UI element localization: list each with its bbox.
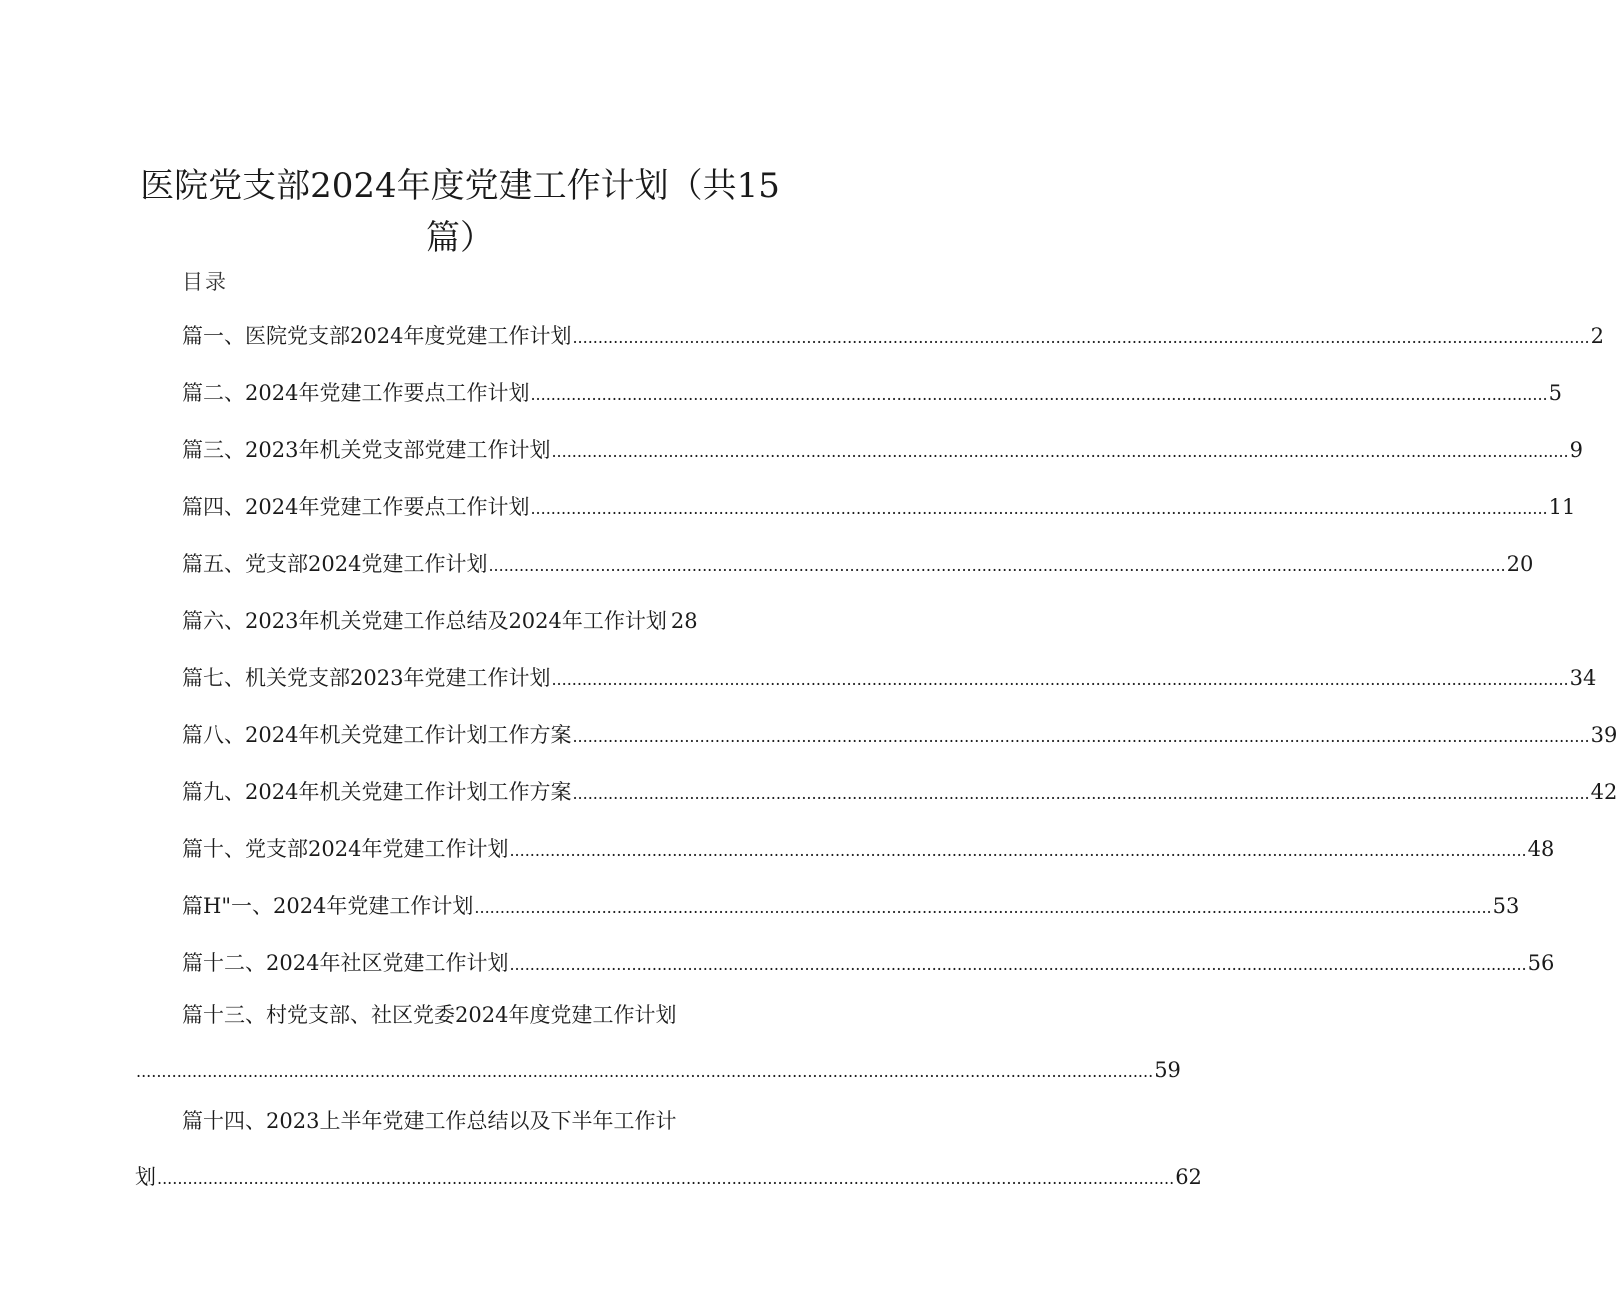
toc-entry[interactable]	[182, 378, 1563, 408]
toc-leader-dots: ........................................................................................................................................................................................................	[551, 670, 1569, 689]
toc-entry[interactable]	[182, 777, 1617, 807]
toc-entry-continuation[interactable]	[135, 1055, 1181, 1085]
toc-entry-page: 34	[1569, 666, 1597, 690]
toc-entry-title: 篇十、党支部2024年党建工作计划	[182, 837, 509, 861]
toc-entry-page: 62	[1175, 1165, 1202, 1189]
toc-entry[interactable]	[182, 720, 1617, 750]
toc-entry-title: 篇四、2024年党建工作要点工作计划	[182, 495, 530, 519]
toc-leader-dots: ........................................................................................................................................................................................................	[551, 442, 1569, 461]
toc-entry-page: 11	[1548, 495, 1576, 519]
title-line-2: 篇）	[426, 217, 494, 258]
toc-entry[interactable]	[182, 321, 1605, 351]
toc-entry-wrapped[interactable]	[182, 1000, 742, 1030]
toc-entry-title: 篇H"一、2024年党建工作计划	[182, 894, 474, 918]
toc-leader-dots: ........................................................................................................................................................................................................	[572, 784, 1590, 803]
toc-leader-dots: ........................................................................................................................................................................................................	[157, 1169, 1175, 1188]
toc-entry-title: 篇九、2024年机关党建工作计划工作方案	[182, 780, 572, 804]
toc-entry[interactable]	[182, 606, 770, 636]
toc-entry-page: 39	[1590, 723, 1617, 747]
toc-entry[interactable]	[182, 549, 1534, 579]
toc-entry-continuation[interactable]	[135, 1162, 1202, 1192]
toc-entry-title: 篇五、党支部2024党建工作计划	[182, 552, 488, 576]
toc-entry-page: 48	[1527, 837, 1555, 861]
toc-entry-title-continuation: 划	[135, 1165, 156, 1189]
toc-entry-page: 59	[1154, 1058, 1181, 1082]
toc-entry-wrapped[interactable]	[182, 1106, 742, 1136]
toc-entry-title: 篇三、2023年机关党支部党建工作计划	[182, 438, 551, 462]
toc-entry-title: 篇八、2024年机关党建工作计划工作方案	[182, 723, 572, 747]
toc-entry[interactable]	[182, 948, 1555, 978]
toc-entry[interactable]	[182, 834, 1555, 864]
toc-entry[interactable]	[182, 492, 1576, 522]
toc-leader-dots: ........................................................................................................................................................................................................	[509, 841, 1527, 860]
toc-entry-page: 42	[1590, 780, 1617, 804]
toc-entry-page: 20	[1506, 552, 1534, 576]
toc-entry-title: 篇二、2024年党建工作要点工作计划	[182, 381, 530, 405]
toc-entry-title: 篇十四、2023上半年党建工作总结以及下半年工作计	[182, 1109, 677, 1133]
toc-leader-dots: ........................................................................................................................................................................................................	[530, 499, 1548, 518]
toc-entry-page: 9	[1569, 438, 1584, 462]
toc-leader-dots: ........................................................................................................................................................................................................	[136, 1062, 1154, 1081]
toc-leader-dots: ........................................................................................................................................................................................................	[572, 328, 1590, 347]
toc-label: 目录	[182, 270, 228, 294]
toc-entry-title: 篇六、2023年机关党建工作总结及2024年工作计划	[182, 609, 667, 633]
toc-entry[interactable]	[182, 663, 1597, 693]
toc-entry-title: 篇十二、2024年社区党建工作计划	[182, 951, 509, 975]
toc-entry-page: 2	[1590, 324, 1605, 348]
title-line-1: 医院党支部2024年度党建工作计划（共15	[140, 165, 780, 206]
toc-leader-dots: ........................................................................................................................................................................................................	[572, 727, 1590, 746]
toc-entry-page: 53	[1492, 894, 1520, 918]
toc-entry[interactable]	[182, 435, 1584, 465]
toc-leader-dots: ........................................................................................................................................................................................................	[509, 955, 1527, 974]
toc-entry-title: 篇十三、村党支部、社区党委2024年度党建工作计划	[182, 1003, 677, 1027]
toc-leader-dots: ........................................................................................................................................................................................................	[474, 898, 1492, 917]
toc-leader-dots: ........................................................................................................................................................................................................	[488, 556, 1506, 575]
toc-entry-page: 56	[1527, 951, 1555, 975]
toc-entry-page: 28	[670, 609, 698, 633]
toc-entry-page: 5	[1548, 381, 1563, 405]
toc-leader-dots: ........................................................................................................................................................................................................	[530, 385, 1548, 404]
toc-entry[interactable]	[182, 891, 1520, 921]
toc-entry-title: 篇七、机关党支部2023年党建工作计划	[182, 666, 551, 690]
toc-entry-title: 篇一、医院党支部2024年度党建工作计划	[182, 324, 572, 348]
